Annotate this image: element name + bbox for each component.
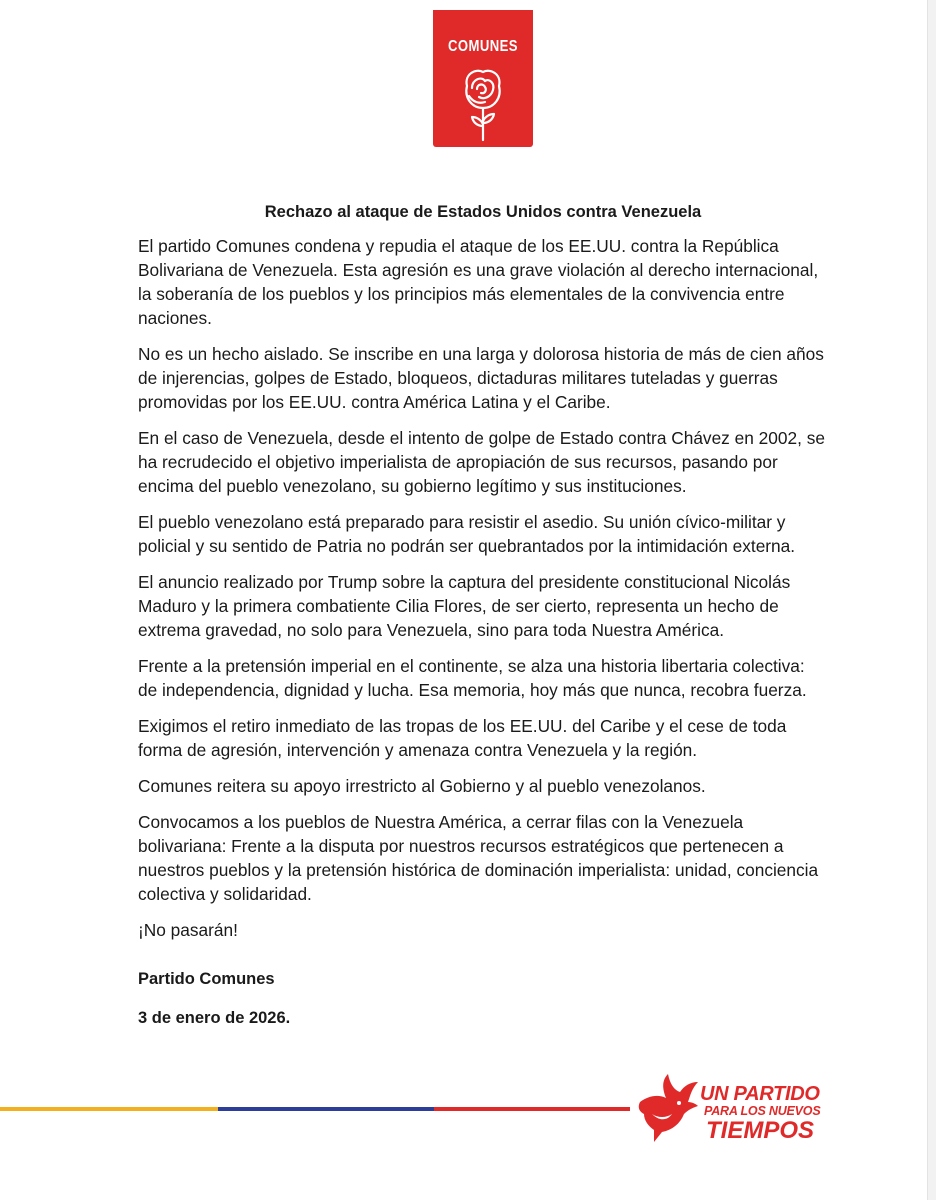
paragraph: En el caso de Venezuela, desde el intento de golpe de Estado contra Chávez en 2002, se ha recrudecido el objetivo imperialista de apropiación de sus recursos, pasando por encima del pueblo venezolano, su gobierno legítimo y sus instituciones.	[138, 428, 825, 496]
paragraph: Frente a la pretensión imperial en el continente, se alza una historia libertaria colectiva: de independencia, dignidad y lucha. Esa memoria, hoy más que nunca, recobra fuerza.	[138, 656, 807, 700]
paragraph: Comunes reitera su apoyo irrestricto al Gobierno y al pueblo venezolanos.	[138, 776, 706, 796]
rose-icon	[458, 66, 508, 144]
logo-text: COMUNES	[448, 38, 518, 55]
slogan-line-2: PARA LOS NUEVOS	[704, 1104, 821, 1118]
comunes-logo	[433, 10, 533, 147]
footer-slogan	[700, 1084, 900, 1143]
paragraph: No es un hecho aislado. Se inscribe en una larga y dolorosa historia de más de cien años de injerencias, golpes de Estado, bloqueos, dictaduras militares tuteladas y guerras promovidas por los EE.UU. contra América Latina y el Caribe.	[138, 344, 824, 412]
footer-stripe-yellow	[0, 1107, 218, 1111]
signature: Partido Comunes	[138, 970, 275, 988]
paragraph: Exigimos el retiro inmediato de las tropas de los EE.UU. del Caribe y el cese de toda forma de agresión, intervención y amenaza contra Venezuela y la región.	[138, 716, 787, 760]
footer-stripe-red	[434, 1107, 630, 1111]
slogan-line-3: TIEMPOS	[706, 1116, 815, 1144]
paragraph: El partido Comunes condena y repudia el ataque de los EE.UU. contra la República Bolivariana de Venezuela. Esta agresión es una grave violación al derecho internacional, la soberanía de los pueblos y los principios más elementales de la convivencia entre naciones.	[138, 236, 819, 328]
paragraph: El anuncio realizado por Trump sobre la captura del presidente constitucional Nicolás Maduro y la primera combatiente Cilia Flores, de ser cierto, representa un hecho de extrema gravedad, no solo para Venezuela, sino para toda Nuestra América.	[138, 572, 791, 640]
statement-body	[138, 200, 828, 954]
document-date: 3 de enero de 2026.	[138, 1009, 291, 1027]
page-edge	[927, 0, 936, 1200]
footer-stripe-blue	[218, 1107, 434, 1111]
closing-exclamation: ¡No pasarán!	[138, 920, 238, 940]
paragraph: El pueblo venezolano está preparado para resistir el asedio. Su unión cívico-militar y policial y su sentido de Patria no podrán ser quebrantados por la intimidación externa.	[138, 512, 796, 556]
document-title: Rechazo al ataque de Estados Unidos contra Venezuela	[264, 203, 702, 221]
dove-icon	[632, 1072, 702, 1144]
slogan-line-1: UN PARTIDO	[700, 1083, 820, 1105]
paragraph: Convocamos a los pueblos de Nuestra América, a cerrar filas con la Venezuela bolivariana: Frente a la disputa por nuestros recursos estratégicos que pertenecen a nuestros pueblos y la pretensión histórica de dominación imperialista: unidad, conciencia colectiva y solidaridad.	[138, 812, 819, 904]
